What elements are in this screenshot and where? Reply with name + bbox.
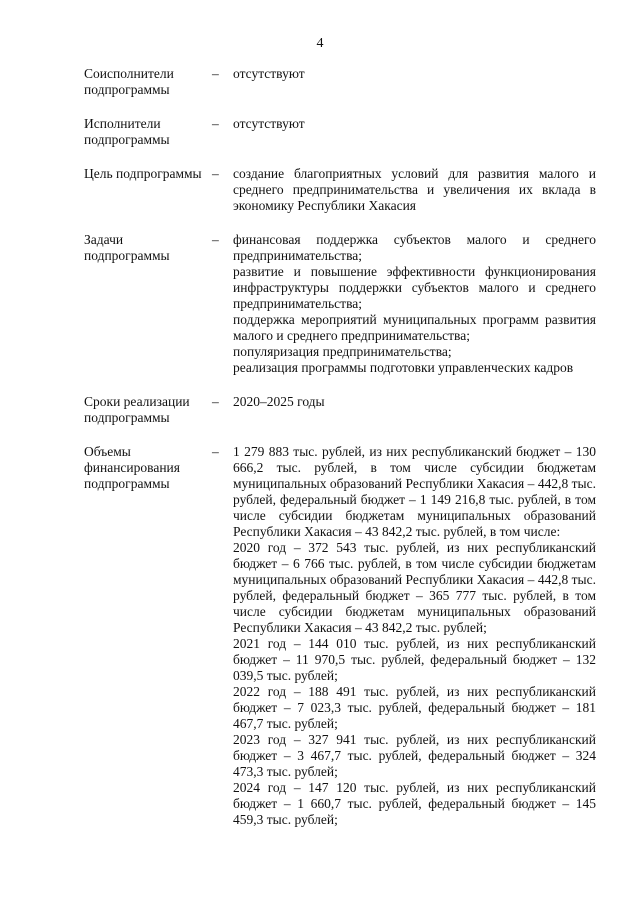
row-label: Сроки реализации подпрограммы	[84, 394, 190, 425]
row-dash: –	[212, 232, 219, 247]
row-executors	[84, 116, 596, 148]
row-value: финансовая поддержка субъектов малого и среднего предпринимательства; развитие и повышение эффективности функционирования инфраструктуры поддержки субъектов малого и среднего предпринимательства; поддержка мероприятий муниципальных программ развития малого и среднего предпринимательства; популяризация предпринимательства; реализация программы подготовки управленческих кадров	[233, 232, 596, 375]
row-dash: –	[212, 444, 219, 459]
row-value: создание благоприятных условий для развития малого и среднего предпринимательства и увеличения их вклада в экономику Республики Хакасия	[233, 166, 596, 213]
row-co-executors	[84, 66, 596, 98]
row-label: Исполнители подпрограммы	[84, 116, 170, 147]
row-label: Цель подпрограммы	[84, 166, 202, 181]
subprogram-passport	[84, 66, 596, 846]
page-number: 4	[316, 36, 324, 51]
row-value: 2020–2025 годы	[233, 394, 325, 409]
row-label: Соисполнители подпрограммы	[84, 66, 174, 97]
row-dash: –	[212, 66, 219, 81]
row-timeline	[84, 394, 596, 426]
row-funding	[84, 444, 596, 828]
row-value: отсутствуют	[233, 116, 305, 131]
row-value: отсутствуют	[233, 66, 305, 81]
row-label: Объемы финансирования подпрограммы	[84, 444, 180, 491]
row-dash: –	[212, 166, 219, 181]
row-tasks	[84, 232, 596, 376]
row-goal	[84, 166, 596, 214]
row-label: Задачи подпрограммы	[84, 232, 170, 263]
row-dash: –	[212, 394, 219, 409]
row-value: 1 279 883 тыс. рублей, из них республиканский бюджет – 130 666,2 тыс. рублей, в том числе субсидии бюджетам муниципальных образований Республики Хакасия – 442,8 тыс. рублей, федеральный бюджет – 1 149 216,8 тыс. рублей, в том числе субсидии бюджетам муниципальных образований Республики Хакасия – 43 842,2 тыс. рублей, в том числе: 2020 год – 372 543 тыс. рублей, из них республиканский бюджет – 6 766 тыс. рублей, в том числе субсидии бюджетам муниципальных образований Республики Хакасия – 442,8 тыс. рублей, федеральный бюджет – 365 777 тыс. рублей, в том числе субсидии бюджетам муниципальных образований Республики Хакасия – 43 842,2 тыс. рублей; 2021 год – 144 010 тыс. рублей, из них республиканский бюджет – 11 970,5 тыс. рублей, федеральный бюджет – 132 039,5 тыс. рублей; 2022 год – 188 491 тыс. рублей, из них республиканский бюджет – 7 023,3 тыс. рублей, федеральный бюджет – 181 467,7 тыс. рублей; 2023 год – 327 941 тыс. рублей, из них республиканский бюджет – 3 467,7 тыс. рублей, федеральный бюджет – 324 473,3 тыс. рублей; 2024 год – 147 120 тыс. рублей, из них республиканский бюджет – 1 660,7 тыс. рублей, федеральный бюджет – 145 459,3 тыс. рублей;	[233, 444, 596, 827]
row-dash: –	[212, 116, 219, 131]
